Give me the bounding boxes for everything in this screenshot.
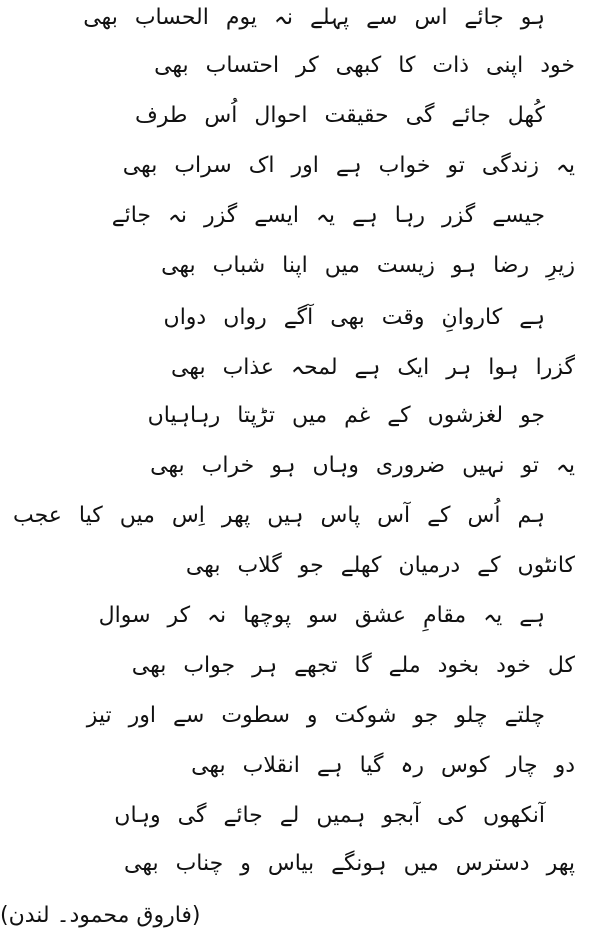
- poem-line-5: جیسے گزر رہا ہے یہ ایسے گزر نہ جائے: [111, 203, 545, 228]
- poem-line-12: کانٹوں کے درمیان کھلے جو گلاب بھی: [185, 553, 575, 578]
- poem-line-4: یہ زندگی تو خواب ہے اور اک سراب بھی: [122, 153, 575, 178]
- poem-line-9: جو لغزشوں کے غم میں تڑپتا رہاہیاں: [147, 403, 545, 428]
- poem-line-1: ہو جائے اس سے پہلے نہ یوم الحساب بھی: [83, 5, 545, 30]
- poem-line-15: چلتے چلو جو شوکت و سطوت سے اور تیز: [86, 703, 545, 728]
- poem-line-13: ہے یہ مقامِ عشق سو پوچھا نہ کر سوال: [98, 603, 545, 628]
- poem-line-11: ہم اُس کے آس پاس ہیں پھر اِس میں کیا عجب: [12, 503, 545, 528]
- poem-line-7: ہے کاروانِ وقت بھی آگے رواں دواں: [163, 305, 545, 330]
- poem-line-3: کُھل جائے گی حقیقت احوال اُس طرف: [134, 103, 545, 128]
- poem-line-16: دو چار کوس رہ گیا ہے انقلاب بھی: [191, 753, 575, 778]
- poem-line-17: آنکھوں کی آبجو ہمیں لے جائے گی وہاں: [114, 803, 545, 828]
- poem-line-14: کل خود بخود ملے گا تجھے ہر جواب بھی: [131, 653, 575, 678]
- poem-line-18: پھر دسترس میں ہونگے بیاس و چناب بھی: [123, 851, 575, 876]
- poem-line-8: گزرا ہوا ہر ایک ہے لمحہ عذاب بھی: [170, 355, 575, 380]
- poem-line-6: زیرِ رضا ہو زیست میں اپنا شباب بھی: [161, 253, 575, 278]
- poet-signature: (فاروق محمود۔ لندن): [0, 903, 201, 928]
- poem-line-10: یہ تو نہیں ضروری وہاں ہو خراب بھی: [150, 453, 575, 478]
- poem-line-2: خود اپنی ذات کا کبھی کر احتساب بھی: [154, 53, 575, 78]
